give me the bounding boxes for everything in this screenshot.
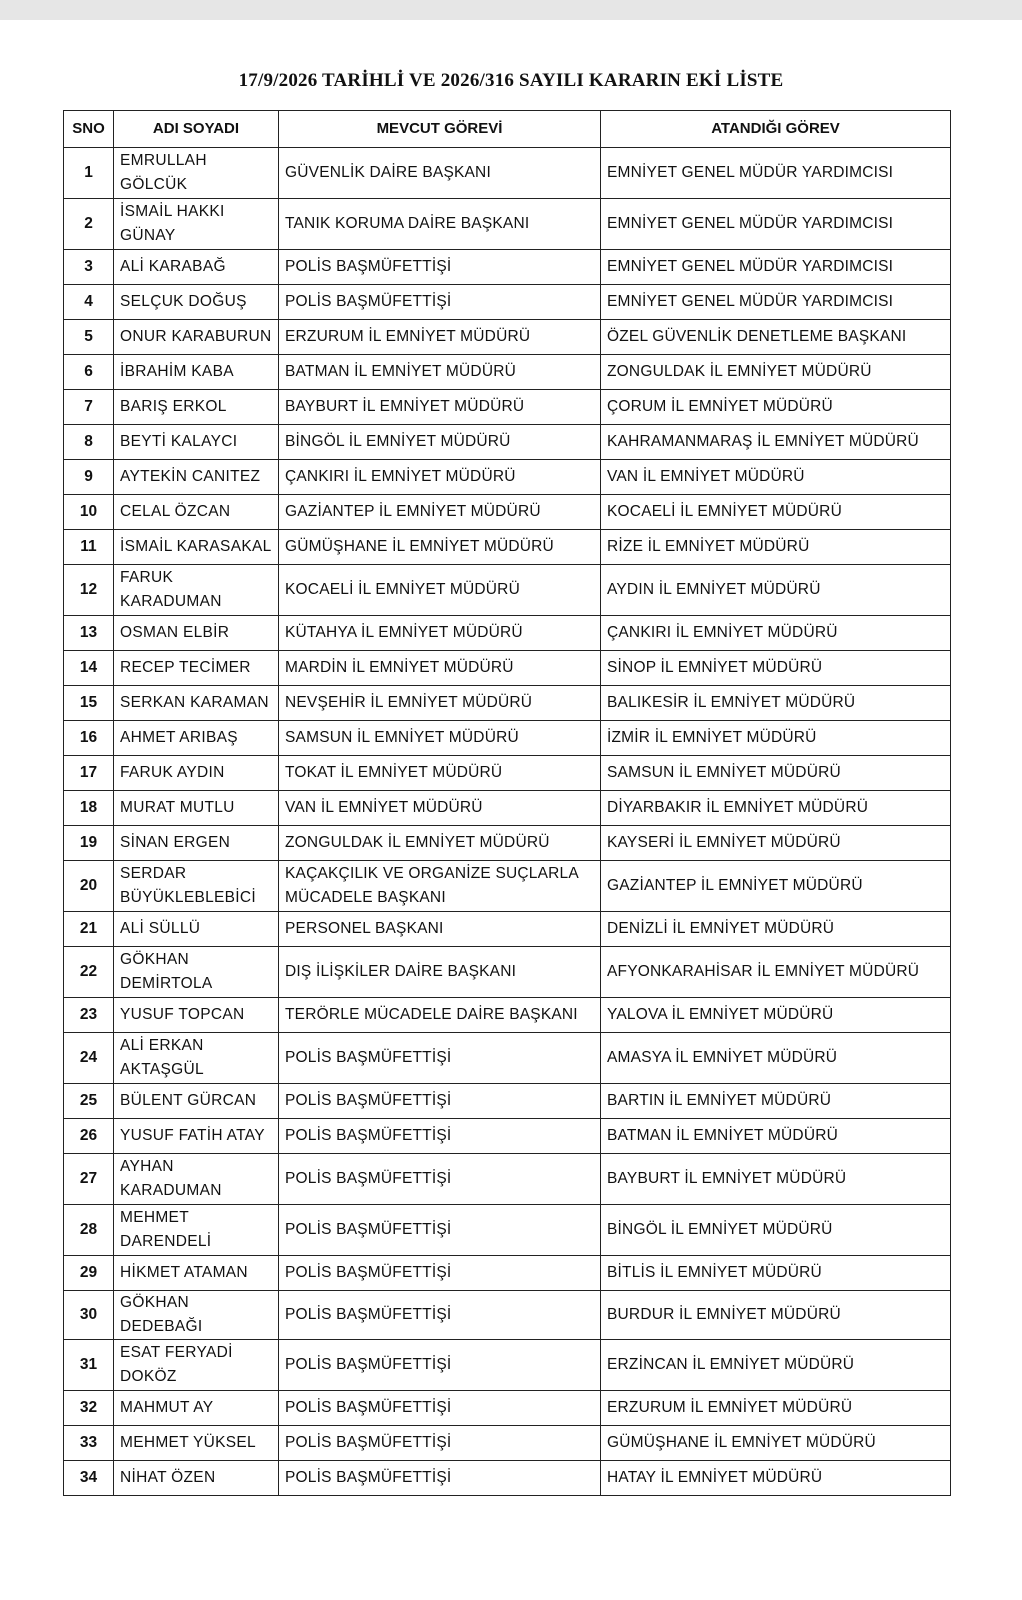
row-assigned-position: BATMAN İL EMNİYET MÜDÜRÜ [601,1119,951,1154]
row-current-position: POLİS BAŞMÜFETTİŞİ [279,1340,601,1391]
row-sno: 4 [64,285,114,320]
row-name: MURAT MUTLU [114,791,279,826]
table-row [64,425,951,460]
row-sno: 15 [64,686,114,721]
row-name: YUSUF FATİH ATAY [114,1119,279,1154]
row-name: NİHAT ÖZEN [114,1461,279,1496]
row-sno: 17 [64,756,114,791]
table-row [64,826,951,861]
row-sno: 30 [64,1291,114,1340]
row-current-position: BATMAN İL EMNİYET MÜDÜRÜ [279,355,601,390]
row-current-position: POLİS BAŞMÜFETTİŞİ [279,1084,601,1119]
row-sno: 14 [64,651,114,686]
row-current-position: POLİS BAŞMÜFETTİŞİ [279,1256,601,1291]
row-name: ESAT FERYADİ DOKÖZ [114,1340,279,1391]
row-sno: 21 [64,912,114,947]
table-row [64,1119,951,1154]
row-current-position: GÜMÜŞHANE İL EMNİYET MÜDÜRÜ [279,530,601,565]
row-name: GÖKHAN DEMİRTOLA [114,947,279,998]
row-current-position: POLİS BAŞMÜFETTİŞİ [279,250,601,285]
row-sno: 31 [64,1340,114,1391]
row-current-position: TERÖRLE MÜCADELE DAİRE BAŞKANI [279,998,601,1033]
header-assigned-position: ATANDIĞI GÖREV [601,111,951,148]
table-row [64,721,951,756]
row-current-position: GÜVENLİK DAİRE BAŞKANI [279,148,601,199]
row-name: BARIŞ ERKOL [114,390,279,425]
row-sno: 5 [64,320,114,355]
row-name: AYTEKİN CANITEZ [114,460,279,495]
table-row [64,530,951,565]
row-sno: 29 [64,1256,114,1291]
table-row [64,1391,951,1426]
table-row [64,1461,951,1496]
row-assigned-position: ERZURUM İL EMNİYET MÜDÜRÜ [601,1391,951,1426]
row-assigned-position: KOCAELİ İL EMNİYET MÜDÜRÜ [601,495,951,530]
row-name: MEHMET DARENDELİ [114,1205,279,1256]
row-assigned-position: BİTLİS İL EMNİYET MÜDÜRÜ [601,1256,951,1291]
row-assigned-position: ERZİNCAN İL EMNİYET MÜDÜRÜ [601,1340,951,1391]
row-assigned-position: AYDIN İL EMNİYET MÜDÜRÜ [601,565,951,616]
row-sno: 12 [64,565,114,616]
row-assigned-position: AMASYA İL EMNİYET MÜDÜRÜ [601,1033,951,1084]
row-name: SERDAR BÜYÜKLEBLEBİCİ [114,861,279,912]
table-row [64,756,951,791]
row-sno: 28 [64,1205,114,1256]
row-assigned-position: ÖZEL GÜVENLİK DENETLEME BAŞKANI [601,320,951,355]
row-current-position: KAÇAKÇILIK VE ORGANİZE SUÇLARLA MÜCADELE BAŞKANI [279,861,601,912]
row-name: İBRAHİM KABA [114,355,279,390]
row-name: SİNAN ERGEN [114,826,279,861]
row-assigned-position: ÇORUM İL EMNİYET MÜDÜRÜ [601,390,951,425]
row-name: İSMAİL HAKKI GÜNAY [114,199,279,250]
row-current-position: TOKAT İL EMNİYET MÜDÜRÜ [279,756,601,791]
row-assigned-position: EMNİYET GENEL MÜDÜR YARDIMCISI [601,199,951,250]
header-current-position: MEVCUT GÖREVİ [279,111,601,148]
row-name: ALİ SÜLLÜ [114,912,279,947]
row-current-position: GAZİANTEP İL EMNİYET MÜDÜRÜ [279,495,601,530]
table-row [64,1033,951,1084]
row-name: CELAL ÖZCAN [114,495,279,530]
row-name: FARUK AYDIN [114,756,279,791]
row-current-position: POLİS BAŞMÜFETTİŞİ [279,1154,601,1205]
row-assigned-position: İZMİR İL EMNİYET MÜDÜRÜ [601,721,951,756]
row-name: AYHAN KARADUMAN [114,1154,279,1205]
table-row [64,199,951,250]
row-sno: 11 [64,530,114,565]
table-row [64,912,951,947]
row-assigned-position: AFYONKARAHİSAR İL EMNİYET MÜDÜRÜ [601,947,951,998]
row-current-position: VAN İL EMNİYET MÜDÜRÜ [279,791,601,826]
row-assigned-position: ÇANKIRI İL EMNİYET MÜDÜRÜ [601,616,951,651]
row-assigned-position: ZONGULDAK İL EMNİYET MÜDÜRÜ [601,355,951,390]
row-name: RECEP TECİMER [114,651,279,686]
row-assigned-position: EMNİYET GENEL MÜDÜR YARDIMCISI [601,250,951,285]
row-current-position: PERSONEL BAŞKANI [279,912,601,947]
row-sno: 27 [64,1154,114,1205]
table-row [64,250,951,285]
row-sno: 32 [64,1391,114,1426]
row-name: FARUK KARADUMAN [114,565,279,616]
row-assigned-position: DENİZLİ İL EMNİYET MÜDÜRÜ [601,912,951,947]
table-row [64,1084,951,1119]
row-name: OSMAN ELBİR [114,616,279,651]
row-current-position: POLİS BAŞMÜFETTİŞİ [279,285,601,320]
row-assigned-position: BİNGÖL İL EMNİYET MÜDÜRÜ [601,1205,951,1256]
row-assigned-position: GÜMÜŞHANE İL EMNİYET MÜDÜRÜ [601,1426,951,1461]
table-row [64,1154,951,1205]
table-row [64,947,951,998]
table-row [64,791,951,826]
table-row [64,998,951,1033]
row-name: BEYTİ KALAYCI [114,425,279,460]
row-name: ALİ KARABAĞ [114,250,279,285]
row-assigned-position: RİZE İL EMNİYET MÜDÜRÜ [601,530,951,565]
row-sno: 20 [64,861,114,912]
row-sno: 22 [64,947,114,998]
row-name: ONUR KARABURUN [114,320,279,355]
row-assigned-position: SAMSUN İL EMNİYET MÜDÜRÜ [601,756,951,791]
row-current-position: POLİS BAŞMÜFETTİŞİ [279,1033,601,1084]
table-row [64,1205,951,1256]
row-current-position: KOCAELİ İL EMNİYET MÜDÜRÜ [279,565,601,616]
row-sno: 34 [64,1461,114,1496]
table-row [64,1291,951,1340]
row-assigned-position: KAYSERİ İL EMNİYET MÜDÜRÜ [601,826,951,861]
row-name: MAHMUT AY [114,1391,279,1426]
row-assigned-position: DİYARBAKIR İL EMNİYET MÜDÜRÜ [601,791,951,826]
row-current-position: DIŞ İLİŞKİLER DAİRE BAŞKANI [279,947,601,998]
row-sno: 9 [64,460,114,495]
row-assigned-position: HATAY İL EMNİYET MÜDÜRÜ [601,1461,951,1496]
row-name: MEHMET YÜKSEL [114,1426,279,1461]
row-current-position: BİNGÖL İL EMNİYET MÜDÜRÜ [279,425,601,460]
row-sno: 13 [64,616,114,651]
row-assigned-position: BURDUR İL EMNİYET MÜDÜRÜ [601,1291,951,1340]
row-sno: 24 [64,1033,114,1084]
table-row [64,1340,951,1391]
row-sno: 19 [64,826,114,861]
table-row [64,355,951,390]
row-current-position: MARDİN İL EMNİYET MÜDÜRÜ [279,651,601,686]
table-row [64,565,951,616]
row-sno: 18 [64,791,114,826]
row-current-position: POLİS BAŞMÜFETTİŞİ [279,1291,601,1340]
table-body [64,148,951,1496]
table-row [64,861,951,912]
row-sno: 26 [64,1119,114,1154]
row-current-position: KÜTAHYA İL EMNİYET MÜDÜRÜ [279,616,601,651]
row-assigned-position: BAYBURT İL EMNİYET MÜDÜRÜ [601,1154,951,1205]
document-title: 17/9/2026 TARİHLİ VE 2026/316 SAYILI KARARIN EKİ LİSTE [238,70,784,91]
row-current-position: POLİS BAŞMÜFETTİŞİ [279,1391,601,1426]
row-assigned-position: GAZİANTEP İL EMNİYET MÜDÜRÜ [601,861,951,912]
row-current-position: ERZURUM İL EMNİYET MÜDÜRÜ [279,320,601,355]
table-row [64,1256,951,1291]
row-sno: 7 [64,390,114,425]
table-row [64,285,951,320]
row-current-position: BAYBURT İL EMNİYET MÜDÜRÜ [279,390,601,425]
row-current-position: NEVŞEHİR İL EMNİYET MÜDÜRÜ [279,686,601,721]
row-name: SELÇUK DOĞUŞ [114,285,279,320]
header-sno: SNO [64,111,114,148]
row-assigned-position: EMNİYET GENEL MÜDÜR YARDIMCISI [601,148,951,199]
row-current-position: ZONGULDAK İL EMNİYET MÜDÜRÜ [279,826,601,861]
row-sno: 2 [64,199,114,250]
row-current-position: POLİS BAŞMÜFETTİŞİ [279,1119,601,1154]
row-sno: 8 [64,425,114,460]
row-current-position: POLİS BAŞMÜFETTİŞİ [279,1461,601,1496]
row-assigned-position: KAHRAMANMARAŞ İL EMNİYET MÜDÜRÜ [601,425,951,460]
header-name: ADI SOYADI [114,111,279,148]
row-name: ALİ ERKAN AKTAŞGÜL [114,1033,279,1084]
row-name: HİKMET ATAMAN [114,1256,279,1291]
row-name: EMRULLAH GÖLCÜK [114,148,279,199]
row-name: İSMAİL KARASAKAL [114,530,279,565]
row-assigned-position: BARTIN İL EMNİYET MÜDÜRÜ [601,1084,951,1119]
row-assigned-position: VAN İL EMNİYET MÜDÜRÜ [601,460,951,495]
row-current-position: TANIK KORUMA DAİRE BAŞKANI [279,199,601,250]
appointment-table [63,110,951,1496]
table-row [64,460,951,495]
row-name: SERKAN KARAMAN [114,686,279,721]
row-sno: 6 [64,355,114,390]
table-row [64,651,951,686]
table-header-row [64,111,951,148]
row-assigned-position: SİNOP İL EMNİYET MÜDÜRÜ [601,651,951,686]
row-sno: 1 [64,148,114,199]
row-name: YUSUF TOPCAN [114,998,279,1033]
table-row [64,616,951,651]
screen-top-band [0,0,1022,20]
row-sno: 23 [64,998,114,1033]
row-name: GÖKHAN DEDEBAĞI [114,1291,279,1340]
row-current-position: SAMSUN İL EMNİYET MÜDÜRÜ [279,721,601,756]
table-row [64,320,951,355]
row-name: AHMET ARIBAŞ [114,721,279,756]
row-sno: 10 [64,495,114,530]
row-sno: 33 [64,1426,114,1461]
row-current-position: POLİS BAŞMÜFETTİŞİ [279,1426,601,1461]
table-row [64,686,951,721]
row-current-position: ÇANKIRI İL EMNİYET MÜDÜRÜ [279,460,601,495]
row-sno: 3 [64,250,114,285]
row-assigned-position: YALOVA İL EMNİYET MÜDÜRÜ [601,998,951,1033]
row-sno: 16 [64,721,114,756]
row-assigned-position: BALIKESİR İL EMNİYET MÜDÜRÜ [601,686,951,721]
table-row [64,148,951,199]
table-row [64,390,951,425]
row-current-position: POLİS BAŞMÜFETTİŞİ [279,1205,601,1256]
row-assigned-position: EMNİYET GENEL MÜDÜR YARDIMCISI [601,285,951,320]
table-row [64,1426,951,1461]
row-sno: 25 [64,1084,114,1119]
table-row [64,495,951,530]
row-name: BÜLENT GÜRCAN [114,1084,279,1119]
